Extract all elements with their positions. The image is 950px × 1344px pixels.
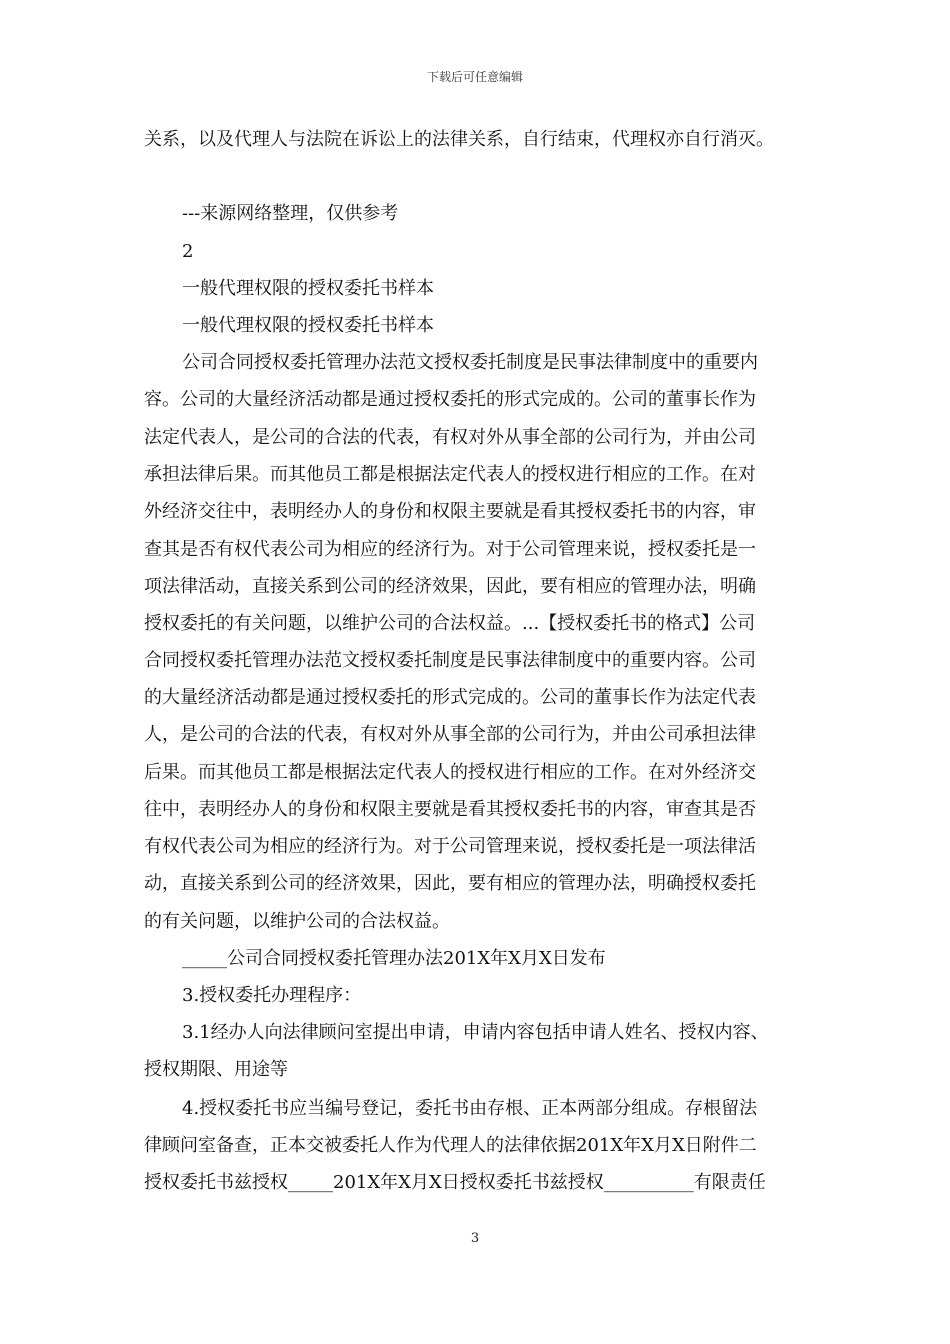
body-line: 合同授权委托管理办法范文授权委托制度是民事法律制度中的重要内容。公司	[144, 650, 756, 671]
section-title: 一般代理权限的授权委托书样本	[182, 278, 434, 299]
body-line: 动，直接关系到公司的经济效果，因此，要有相应的管理办法，明确授权委托	[144, 873, 756, 894]
page-header: 下载后可任意编辑	[426, 70, 523, 84]
body-line: 授权委托书兹授权_____201X年X月X日授权委托书兹授权__________有限责任	[144, 1172, 766, 1193]
body-line: 有权代表公司为相应的经济行为。对于公司管理来说，授权委托是一项法律活	[144, 836, 756, 857]
body-line: 的大量经济活动都是通过授权委托的形式完成的。公司的董事长作为法定代表	[144, 687, 756, 708]
source-note: ---来源网络整理，仅供参考	[182, 203, 399, 224]
body-line: 外经济交往中，表明经办人的身份和权限主要就是看其授权委托书的内容，审	[144, 501, 756, 522]
body-line: 公司合同授权委托管理办法范文授权委托制度是民事法律制度中的重要内	[182, 352, 758, 373]
page-number: 3	[470, 1231, 480, 1246]
body-line: 3.1经办人向法律顾问室提出申请，申请内容包括申请人姓名、授权内容、	[182, 1022, 769, 1043]
body-line: 查其是否有权代表公司为相应的经济行为。对于公司管理来说，授权委托是一	[144, 539, 756, 560]
body-line: 承担法律后果。而其他员工都是根据法定代表人的授权进行相应的工作。在对	[144, 464, 756, 485]
body-line: 项法律活动，直接关系到公司的经济效果，因此，要有相应的管理办法，明确	[144, 576, 756, 597]
body-line: 4.授权委托书应当编号登记，委托书由存根、正本两部分组成。存根留法	[182, 1098, 758, 1119]
section-number: 2	[182, 241, 194, 262]
body-line: 后果。而其他员工都是根据法定代表人的授权进行相应的工作。在对外经济交	[144, 762, 756, 783]
body-line: 往中，表明经办人的身份和权限主要就是看其授权委托书的内容，审查其是否	[144, 799, 756, 820]
body-line: _____公司合同授权委托管理办法201X年X月X日发布	[182, 948, 606, 969]
section-title: 一般代理权限的授权委托书样本	[182, 315, 434, 336]
body-line: 容。公司的大量经济活动都是通过授权委托的形式完成的。公司的董事长作为	[144, 389, 756, 410]
body-line: 授权委托的有关问题，以维护公司的合法权益。...【授权委托书的格式】公司	[144, 613, 756, 634]
body-line: 的有关问题，以维护公司的合法权益。	[144, 911, 450, 932]
body-line: 授权期限、用途等	[144, 1059, 288, 1080]
body-line: 法定代表人，是公司的合法的代表，有权对外从事全部的公司行为，并由公司	[144, 427, 756, 448]
clause-heading: 3.授权委托办理程序：	[182, 985, 362, 1006]
body-line: 律顾问室备查，正本交被委托人作为代理人的法律依据201X年X月X日附件二	[144, 1135, 757, 1156]
body-line: 人，是公司的合法的代表，有权对外从事全部的公司行为，并由公司承担法律	[144, 724, 756, 745]
body-line: 关系，以及代理人与法院在诉讼上的法律关系，自行结束，代理权亦自行消灭。	[144, 129, 774, 150]
